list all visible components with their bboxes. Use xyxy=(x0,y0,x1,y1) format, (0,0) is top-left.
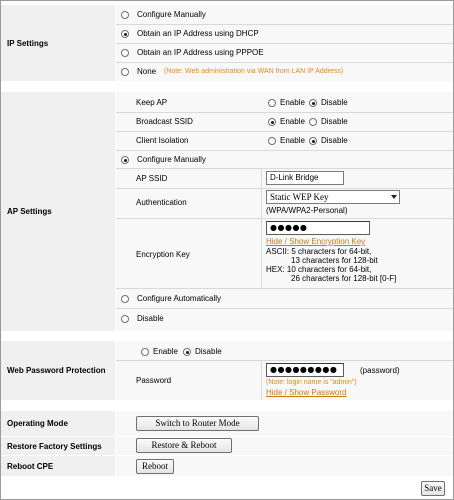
authentication-select[interactable] xyxy=(266,190,400,204)
authentication-hint: (WPA/WPA2-Personal) xyxy=(266,206,348,215)
hide-show-password-link[interactable]: Hide / Show Password xyxy=(266,388,347,397)
ip-configure-manually-label: Configure Manually xyxy=(137,10,206,19)
ap-settings-label: AP Settings xyxy=(1,92,115,331)
ap-configure-automatically-radio[interactable] xyxy=(121,295,129,303)
ip-pppoe-label: Obtain an IP Address using PPPOE xyxy=(137,48,264,57)
password-input[interactable]: ●●●●●●●●● xyxy=(266,363,344,377)
authentication-selected-value: Static WEP Key xyxy=(270,192,329,202)
keep-ap-disable-radio[interactable] xyxy=(309,99,317,107)
broadcast-ssid-enable-radio[interactable] xyxy=(268,118,276,126)
chevron-down-icon xyxy=(391,195,397,199)
operating-mode-label: Operating Mode xyxy=(1,411,115,436)
reboot-button[interactable]: Reboot xyxy=(136,459,174,474)
keep-ap-enable-label: Enable xyxy=(280,98,305,107)
password-login-note: (Note: login name is "admin") xyxy=(266,379,357,386)
client-isolation-label: Client Isolation xyxy=(136,136,189,145)
ip-none-radio[interactable] xyxy=(121,68,129,76)
client-isolation-disable-label: Disable xyxy=(321,136,348,145)
ap-configure-manually-label: Configure Manually xyxy=(137,155,206,164)
web-password-enable-radio[interactable] xyxy=(141,348,149,356)
encryption-help-line1: ASCII: 5 characters for 64-bit, xyxy=(266,247,372,256)
ip-configure-manually-radio[interactable] xyxy=(121,11,129,19)
password-label: Password xyxy=(136,376,172,385)
hide-show-encryption-key-link[interactable]: Hide / Show Encryption Key xyxy=(266,237,366,246)
ip-settings-options xyxy=(116,5,453,81)
web-password-disable-radio[interactable] xyxy=(183,348,191,356)
encryption-help-line4: 26 characters for 128-bit [0-F] xyxy=(291,274,397,283)
web-password-enable-label: Enable xyxy=(153,347,178,356)
encryption-help-line3: HEX: 10 characters for 64-bit, xyxy=(266,265,372,274)
web-password-label: Web Password Protection xyxy=(1,341,115,400)
web-password-disable-label: Disable xyxy=(195,347,222,356)
ip-dhcp-label: Obtain an IP Address using DHCP xyxy=(137,29,259,38)
keep-ap-disable-label: Disable xyxy=(321,98,348,107)
ap-disable-radio[interactable] xyxy=(121,315,129,323)
broadcast-ssid-label: Broadcast SSID xyxy=(136,117,193,126)
encryption-key-input[interactable]: ●●●●● xyxy=(266,221,370,235)
switch-to-router-mode-button[interactable]: Switch to Router Mode xyxy=(136,416,259,431)
restore-reboot-button[interactable]: Restore & Reboot xyxy=(136,438,232,453)
ip-dhcp-radio[interactable] xyxy=(121,30,129,38)
broadcast-ssid-disable-label: Disable xyxy=(321,117,348,126)
ip-none-note: (Note: Web administration via WAN from LAN IP Address) xyxy=(164,68,344,75)
ap-configure-manually-radio[interactable] xyxy=(121,156,129,164)
keep-ap-label: Keep AP xyxy=(136,98,168,107)
client-isolation-enable-radio[interactable] xyxy=(268,137,276,145)
broadcast-ssid-disable-radio[interactable] xyxy=(309,118,317,126)
ap-disable-label: Disable xyxy=(137,314,164,323)
ip-settings-label: IP Settings xyxy=(1,5,115,81)
keep-ap-enable-radio[interactable] xyxy=(268,99,276,107)
encryption-key-label: Encryption Key xyxy=(136,250,190,259)
ip-pppoe-radio[interactable] xyxy=(121,49,129,57)
ap-ssid-input[interactable]: D-Link Bridge xyxy=(266,171,344,185)
password-hint: (password) xyxy=(360,366,400,375)
web-password-options xyxy=(116,341,453,400)
restore-factory-label: Restore Factory Settings xyxy=(1,437,115,455)
broadcast-ssid-enable-label: Enable xyxy=(280,117,305,126)
save-button[interactable]: Save xyxy=(421,481,445,496)
ap-settings-options xyxy=(116,92,453,331)
client-isolation-disable-radio[interactable] xyxy=(309,137,317,145)
ip-none-label: None xyxy=(137,67,157,76)
client-isolation-enable-label: Enable xyxy=(280,136,305,145)
encryption-help-line2: 13 characters for 128-bit xyxy=(291,256,378,265)
reboot-cpe-label: Reboot CPE xyxy=(1,456,115,476)
ap-configure-automatically-label: Configure Automatically xyxy=(137,294,222,303)
authentication-label: Authentication xyxy=(136,198,187,207)
ap-ssid-label: AP SSID xyxy=(136,174,168,183)
